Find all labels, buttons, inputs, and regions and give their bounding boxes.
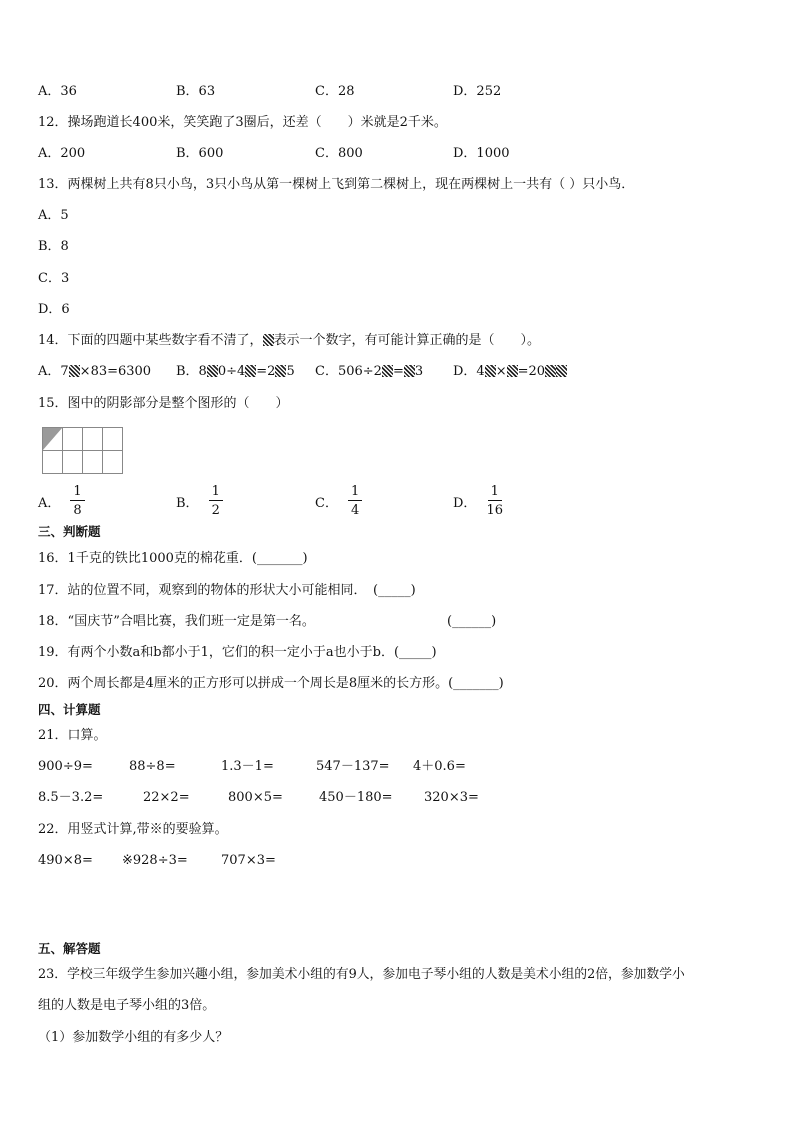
fraction-numerator: 1 <box>488 484 502 501</box>
q14-b-mid2: =2 <box>256 364 276 379</box>
blot-icon <box>275 365 286 377</box>
fraction-numerator: 1 <box>209 484 223 501</box>
q18-blank: (______) <box>447 614 497 629</box>
q13-option-b: B．8 <box>38 239 69 254</box>
q12-option-d: D．1000 <box>453 146 510 161</box>
fraction-denominator: 4 <box>350 503 360 518</box>
mental-calc-item: 450－180= <box>319 790 393 805</box>
q13-option-a: A．5 <box>38 208 69 223</box>
q18: 18．“国庆节”合唱比赛，我们班一定是第一名。 <box>38 614 315 629</box>
q14-option-a <box>38 364 151 380</box>
q12-option-c: C．800 <box>315 146 363 161</box>
q17: 17．站的位置不同，观察到的物体的形状大小可能相同． (_____) <box>38 583 416 598</box>
q16: 16．1千克的铁比1000克的棉花重．(_______) <box>38 551 308 566</box>
blot-icon <box>69 365 80 377</box>
q14-option-d <box>453 364 567 380</box>
q14-a-post: ×83=6300 <box>79 364 152 379</box>
q22: 22．用竖式计算,带※的要验算。 <box>38 822 228 837</box>
vertical-calc-item: 490×8= <box>38 853 93 868</box>
q14-c-pre: C．506÷2 <box>315 364 382 379</box>
fraction <box>486 484 503 518</box>
q14-b-post: 5 <box>286 364 295 379</box>
q23-line2: 组的人数是电子琴小组的3倍。 <box>38 998 216 1013</box>
q15-option-a <box>38 484 85 518</box>
q21: 21．口算。 <box>38 728 107 743</box>
fraction-denominator: 16 <box>486 503 503 518</box>
blot-icon <box>382 365 393 377</box>
q15-option-c <box>315 484 362 518</box>
q14-b-mid1: 0÷4 <box>217 364 246 379</box>
vertical-calc-item: ※928÷3= <box>122 853 188 868</box>
section-title-judgement: 三、判断题 <box>38 524 101 539</box>
blot-icon <box>545 365 556 377</box>
fraction <box>70 484 84 518</box>
q11-option-b: B．63 <box>176 84 216 99</box>
q15-option-b <box>176 484 223 518</box>
q14-stem <box>38 333 540 349</box>
q14-stem-pre: 14．下面的四题中某些数字看不清了， <box>38 333 263 348</box>
blot-icon <box>507 365 518 377</box>
q14-c-post: 3 <box>414 364 424 379</box>
mental-calc-item: 8.5－3.2= <box>38 790 104 805</box>
q13-option-c: C．3 <box>38 271 70 286</box>
blot-icon <box>263 334 274 346</box>
q12-option-b: B．600 <box>176 146 224 161</box>
q20: 20．两个周长都是4厘米的正方形可以拼成一个周长是8厘米的长方形。(_______) <box>38 676 504 691</box>
mental-calc-item: 22×2= <box>143 790 190 805</box>
mental-calc-item: 320×3= <box>424 790 479 805</box>
q15-d-label: D． <box>453 495 477 511</box>
q12-stem: 12．操场跑道长400米，笑笑跑了3圈后，还差（ ）米就是2千米。 <box>38 115 447 130</box>
q14-a-pre: A．7 <box>38 364 69 379</box>
q14-option-c <box>315 364 423 380</box>
fraction <box>209 484 223 518</box>
q11-option-d: D．252 <box>453 84 502 99</box>
fraction-denominator: 8 <box>73 503 82 518</box>
q13-option-d: D．6 <box>38 302 70 317</box>
shaded-triangle <box>43 428 63 451</box>
q23-sub1: （1）参加数学小组的有多少人？ <box>38 1030 229 1045</box>
section-title-word-problems: 五、解答题 <box>38 941 101 956</box>
mental-calc-item: 1.3－1= <box>221 759 274 774</box>
fraction-denominator: 2 <box>211 503 220 518</box>
q11-option-a: A．36 <box>38 84 77 99</box>
q15-b-label: B． <box>176 495 199 511</box>
mental-calc-item: 547－137= <box>316 759 390 774</box>
q14-d-post: =20 <box>517 364 546 379</box>
vertical-calc-item: 707×3= <box>221 853 276 868</box>
blot-icon <box>404 365 415 377</box>
blot-icon <box>556 365 567 377</box>
blot-icon <box>245 365 256 377</box>
fraction <box>348 484 362 518</box>
q14-d-mid: × <box>495 364 507 379</box>
q15-stem: 15．图中的阴影部分是整个图形的（ ） <box>38 396 289 411</box>
q23-line1: 23．学校三年级学生参加兴趣小组，参加美术小组的有9人，参加电子琴小组的人数是美术小组的2倍，参加数学小 <box>38 967 685 982</box>
blot-icon <box>485 365 496 377</box>
mental-calc-item: 4＋0.6= <box>413 759 466 774</box>
q13-stem: 13．两棵树上共有8只小鸟，3只小鸟从第一棵树上飞到第二棵树上，现在两棵树上一共有（ ）只小鸟． <box>38 177 635 192</box>
q11-option-c: C．28 <box>315 84 355 99</box>
q14-c-mid: = <box>392 364 404 379</box>
q14-stem-post: 表示一个数字，有可能计算正确的是（ ）。 <box>273 333 541 348</box>
q12-option-a: A．200 <box>38 146 86 161</box>
q14-option-b <box>176 364 295 380</box>
q14-b-pre: B．8 <box>176 364 207 379</box>
q15-a-label: A． <box>38 495 61 511</box>
mental-calc-item: 800×5= <box>228 790 283 805</box>
q14-d-pre: D．4 <box>453 364 485 379</box>
shaded-grid-figure <box>42 427 126 475</box>
mental-calc-item: 900÷9= <box>38 759 93 774</box>
fraction-numerator: 1 <box>348 484 362 501</box>
mental-calc-item: 88÷8= <box>129 759 176 774</box>
q15-option-d <box>453 484 503 518</box>
section-title-calculation: 四、计算题 <box>38 702 101 717</box>
blot-icon <box>207 365 218 377</box>
q19: 19．有两个小数a和b都小于1，它们的积一定小于a也小于b．(_____) <box>38 645 437 660</box>
q15-c-label: C． <box>315 495 338 511</box>
fraction-numerator: 1 <box>70 484 84 501</box>
